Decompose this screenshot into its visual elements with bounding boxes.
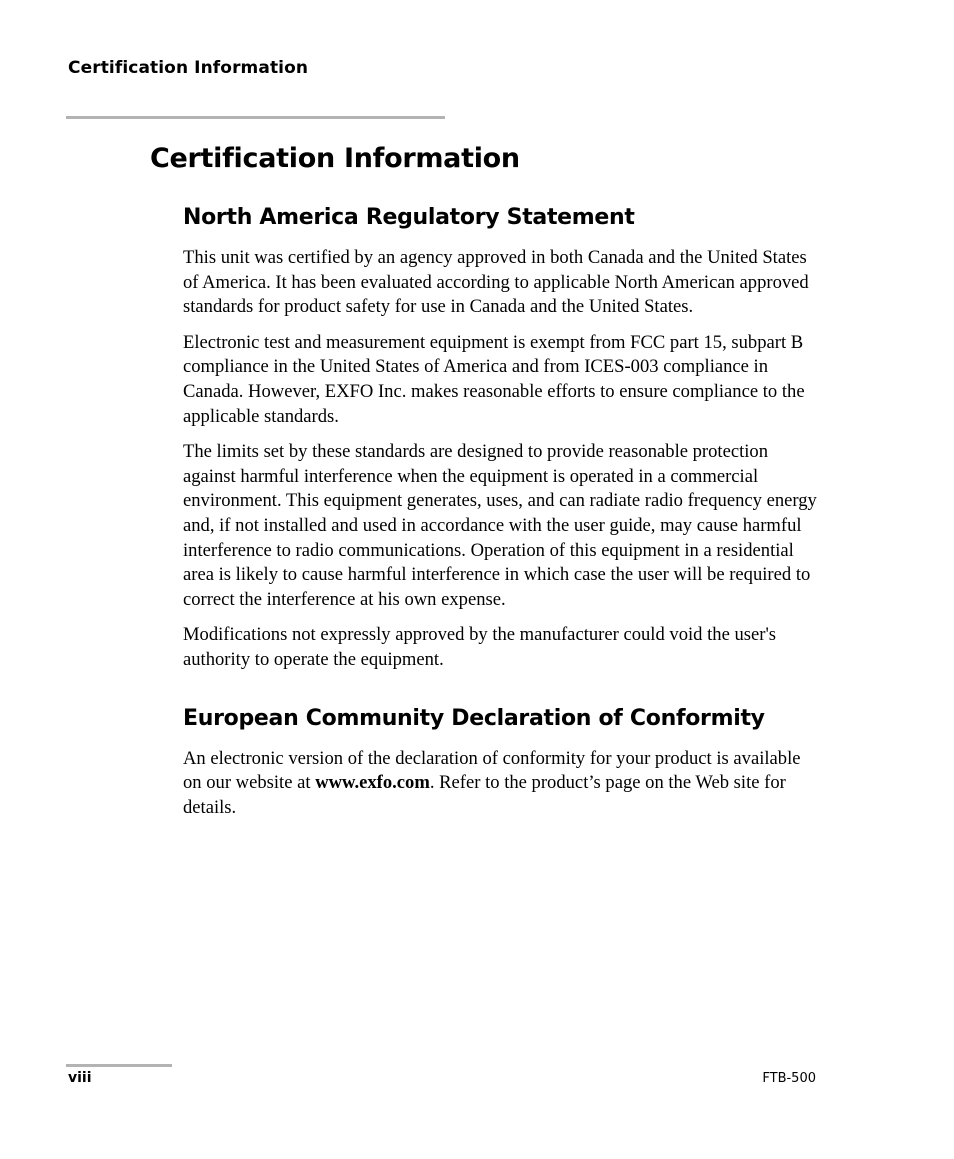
page-title: Certification Information [150,143,520,174]
paragraph [183,747,823,821]
paragraph: This unit was certified by an agency approved in both Canada and the United States of America. It has been evaluated according to applicable North American approved standards for product safety for use in Canada and the United States. [183,247,809,318]
footer-rule [66,1064,172,1067]
section-heading-north-america: North America Regulatory Statement [183,205,635,230]
paragraph: The limits set by these standards are designed to provide reasonable protection against harmful interference when the equipment is operated in a commercial environment. This equipment generates, uses, and can radiate radio frequency energy and, if not installed and used in accordance with the user guide, may cause harmful interference to radio communications. Operation of this equipment in a residential area is likely to cause harmful interference in which case the user will be required to correct the interference at his own expense. [183,441,817,610]
running-header: Certification Information [68,58,309,78]
paragraph: Modifications not expressly approved by the manufacturer could void the user's authority to operate the equipment. [183,624,777,670]
section-heading-european-community: European Community Declaration of Conformity [183,705,765,731]
paragraph: Electronic test and measurement equipment is exempt from FCC part 15, subpart B compliance in the United States of America and from ICES-003 compliance in Canada. However, EXFO Inc. makes reasonable efforts to ensure compliance to the applicable standards. [183,331,805,427]
north-america-section [183,202,823,673]
page-number: viii [68,1070,92,1086]
paragraph-text: . Refer to the product’s page on the Web site for details. [183,772,786,818]
product-name: FTB-500 [762,1071,816,1086]
document-body [183,202,823,831]
header-rule [66,116,445,119]
website-link[interactable]: www.exfo.com [315,772,430,794]
paragraph-text: An electronic version of the declaration of conformity for your product is available on our website at [183,747,801,794]
european-community-section [183,703,823,821]
